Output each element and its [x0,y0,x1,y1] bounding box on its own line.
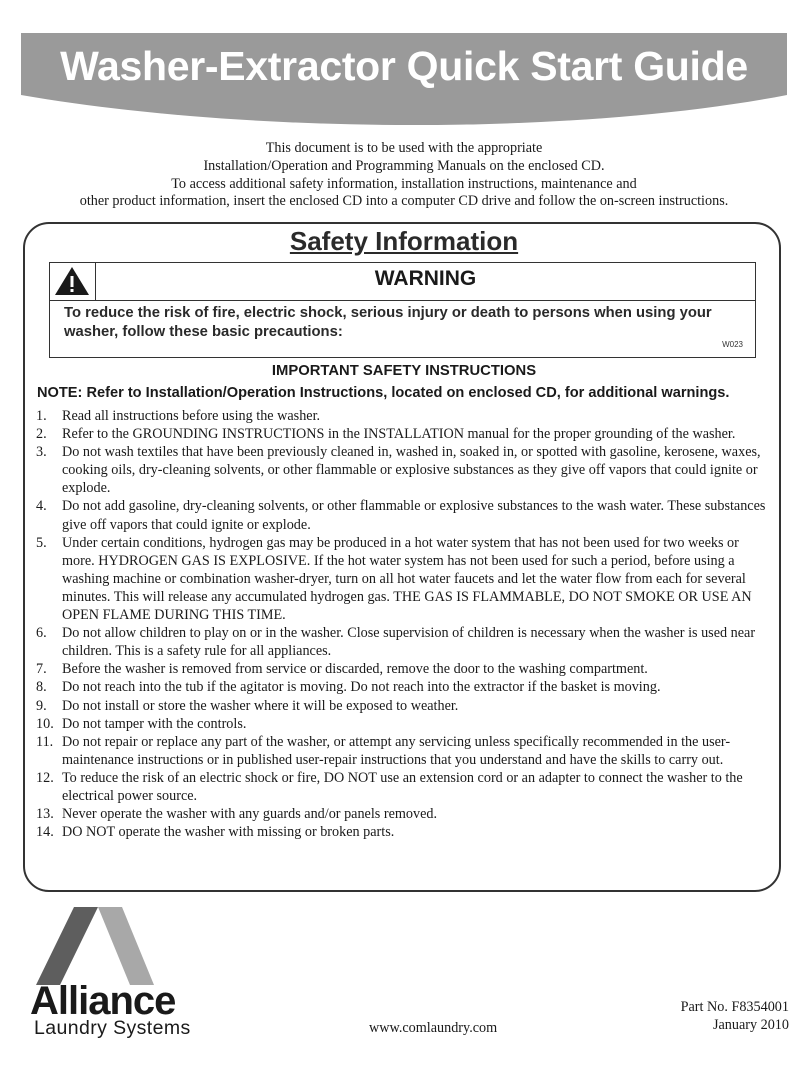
logo-wordmark: Alliance [30,979,176,1023]
instruction-number: 10. [36,715,54,732]
warning-triangle-icon [50,263,94,299]
instruction-item [36,805,771,823]
logo-subtitle: Laundry Systems [34,1017,191,1039]
instruction-text: Do not install or store the washer where it will be exposed to weather. [62,697,459,714]
instruction-text: Do not tamper with the controls. [62,715,247,732]
instruction-number: 11. [36,733,54,750]
part-number-block [681,998,789,1034]
instruction-number: 12. [36,769,54,786]
warning-box [49,262,756,358]
instruction-number: 4. [36,498,47,515]
instruction-text: Under certain conditions, hydrogen gas may be produced in a hot water system that has not been used for two weeks or more. HYDROGEN GAS IS EXPLOSIVE. If the hot water system has not been used for such a period, before using a washing machine or combination washer-dryer, turn on all hot water faucets and let the water flow from each for several minutes. This will release any accumulated hydrogen gas. THE GAS IS FLAMMABLE, DO NOT SMOKE OR USE AN OPEN FLAME DURING THIS TIME. [62,534,752,624]
instruction-text: Do not wash textiles that have been previously cleaned in, washed in, soaked in, or spotted with gasoline, kerosene, waxes, cooking oils, dry-cleaning solvents, or other flammable or explosive substances as they give off vapors that could ignite or explode. [62,444,761,497]
publication-date: January 2010 [712,1017,789,1033]
instruction-text: Read all instructions before using the washer. [62,408,321,424]
instruction-item [36,660,771,678]
instruction-item [36,425,771,443]
instruction-text: To reduce the risk of an electric shock or fire, DO NOT use an extension cord or an adapter to connect the washer to the electrical power source. [62,769,743,804]
instruction-number: 1. [36,408,47,424]
instruction-number: 8. [36,679,47,696]
instruction-item [36,823,771,841]
alliance-logo [26,905,256,1040]
instruction-text: Before the washer is removed from service or discarded, remove the door to the washing compartment. [62,661,648,678]
instruction-item [36,769,771,805]
instruction-number: 5. [36,534,47,551]
website-url: www.comlaundry.com [369,1020,498,1036]
instruction-number: 13. [36,806,54,823]
title-banner [21,33,787,128]
warning-text: To reduce the risk of fire, electric shock, serious injury or death to persons when using your washer, follow these basic precautions: [64,305,712,340]
instruction-text: DO NOT operate the washer with missing or broken parts. [62,824,395,841]
instruction-number: 2. [36,426,47,443]
instruction-text: Do not reach into the tub if the agitator is moving. Do not reach into the extractor if the basket is moving. [62,679,661,696]
safety-instructions-list [36,407,771,841]
intro-line-2: Installation/Operation and Programming Manuals on the enclosed CD. [203,158,605,174]
instruction-item [36,534,771,624]
instruction-number: 7. [36,661,47,678]
intro-line-1: This document is to be used with the appropriate [265,140,543,156]
instruction-text: Never operate the washer with any guards and/or panels removed. [62,806,438,823]
instruction-item [36,733,771,769]
instruction-item [36,715,771,733]
warning-code: W023 [722,340,743,349]
safety-information-heading: Safety Information [289,226,519,256]
instruction-number: 14. [36,824,54,841]
intro-line-4: other product information, insert the enclosed CD into a computer CD drive and follow the on-screen instructions. [79,193,729,209]
instruction-item [36,697,771,715]
warning-icon-cell [50,263,96,301]
instruction-text: Do not repair or replace any part of the washer, or attempt any servicing unless specifically recommended in the user-maintenance instructions or in published user-repair instructions that you understand and have the skills to carry out. [62,733,731,768]
instruction-text: Refer to the GROUNDING INSTRUCTIONS in the INSTALLATION manual for the proper grounding of the washer. [62,426,736,443]
instruction-number: 6. [36,625,47,642]
instruction-item [36,443,771,497]
instruction-item [36,407,771,425]
instruction-item [36,497,771,533]
intro-line-3: To access additional safety information, installation instructions, maintenance and [171,176,637,192]
instruction-number: 3. [36,444,47,461]
part-number: Part No. F8354001 [680,999,789,1015]
instruction-text: Do not add gasoline, dry-cleaning solvents, or other flammable or explosive substances to the wash water. These substances give off vapors that could ignite or explode. [62,498,766,533]
instruction-item [36,678,771,696]
important-safety-heading: IMPORTANT SAFETY INSTRUCTIONS [271,363,537,379]
document-title: Washer-Extractor Quick Start Guide [60,43,748,89]
warning-title: WARNING [374,267,477,290]
warning-header-divider [96,300,755,301]
alliance-logo-mark-icon [26,905,256,985]
instruction-item [36,624,771,660]
safety-note: NOTE: Refer to Installation/Operation Instructions, located on enclosed CD, for additional warnings. [37,385,730,401]
instruction-number: 9. [36,697,47,714]
instruction-text: Do not allow children to play on or in the washer. Close supervision of children is necessary when the washer is used near children. This is a safety rule for all appliances. [62,625,756,660]
